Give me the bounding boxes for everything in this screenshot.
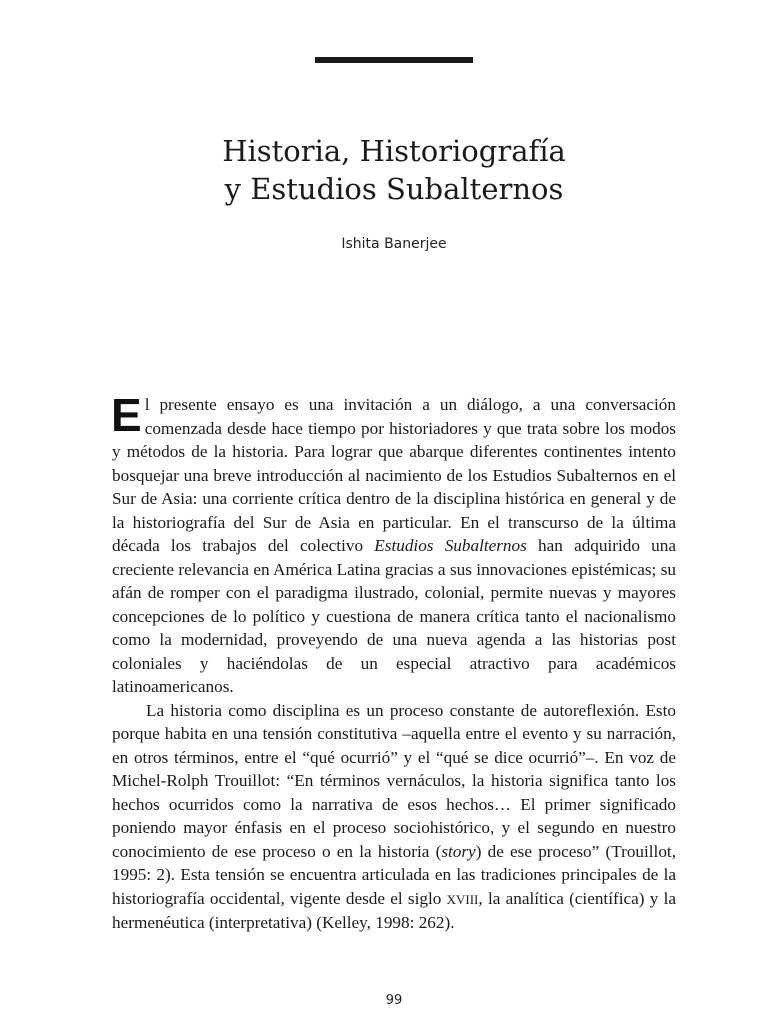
title-line-2: y Estudios Subalternos — [224, 172, 564, 206]
paragraph-2-smallcaps: XVIII — [446, 891, 479, 907]
page-number: 99 — [385, 993, 403, 1008]
paragraph-2-text-a: La historia como disciplina es un proceso constante de autoreflexión. Esto porque habita en una tensión constitutiva –aquella entre el evento y su narración, en otros términos, entre el “qué ocurrió” y el “qué se dice ocurrió”–. En voz de Michel-Rolph Trouillot: “En términos vernáculos, la historia significa tanto los hechos ocurridos como la narrativa de esos hechos… El primer significado poniendo mayor énfasis en el proceso sociohistórico, y el segundo en nuestro conocimiento de ese proceso o en la historia ( — [112, 700, 676, 861]
paragraph-1-italic: Estudios Subalternos — [374, 536, 527, 555]
author-name: Ishita Banerjee — [341, 236, 447, 252]
paragraph-1-text-b: han adquirido una creciente relevancia en América Latina gracias a sus innovaciones epistémicas; su afán de romper con el paradigma ilustrado, colonial, permite nuevas y mayores concepciones de lo político y cuestiona de manera crítica tanto el nacionalismo como la modernidad, proveyendo de una nueva agenda a las historias post coloniales y haciéndolas de un especial atractivo para académicos latinoamericanos. — [112, 536, 676, 696]
paragraph-2 — [112, 699, 676, 935]
drop-cap: E — [111, 389, 142, 441]
paragraph-2-text-b: ) de ese proceso” (Trouillot, 1995: 2). Esta tensión se encuentra articulada en las tradiciones principales de la historiografía occidental, vigente desde el siglo — [112, 841, 676, 908]
paragraph-1-text-a: l presente ensayo es una invitación a un diálogo, a una conversación comenzada desde hace tiempo por historiadores y que trata sobre los modos y métodos de la historia. Para lograr que abarque diferentes continentes intento bosquejar una breve introducción al nacimiento de los Estudios Subalternos en el Sur de Asia: una corriente crítica dentro de la disciplina histórica en general y de la historiografía del Sur de Asia en particular. En el transcurso de la última década los trabajos del colectivo — [112, 395, 676, 555]
article-title — [0, 132, 768, 208]
paragraph-2-text-c: , la analítica (científica) y la hermenéutica (interpretativa) (Kelley, 1998: 262). — [112, 888, 676, 932]
paragraph-1 — [111, 389, 676, 699]
paragraph-2-italic: story — [441, 841, 476, 861]
top-rule — [315, 57, 473, 63]
title-line-1: Historia, Historiografía — [222, 134, 566, 168]
article-body — [111, 389, 676, 935]
